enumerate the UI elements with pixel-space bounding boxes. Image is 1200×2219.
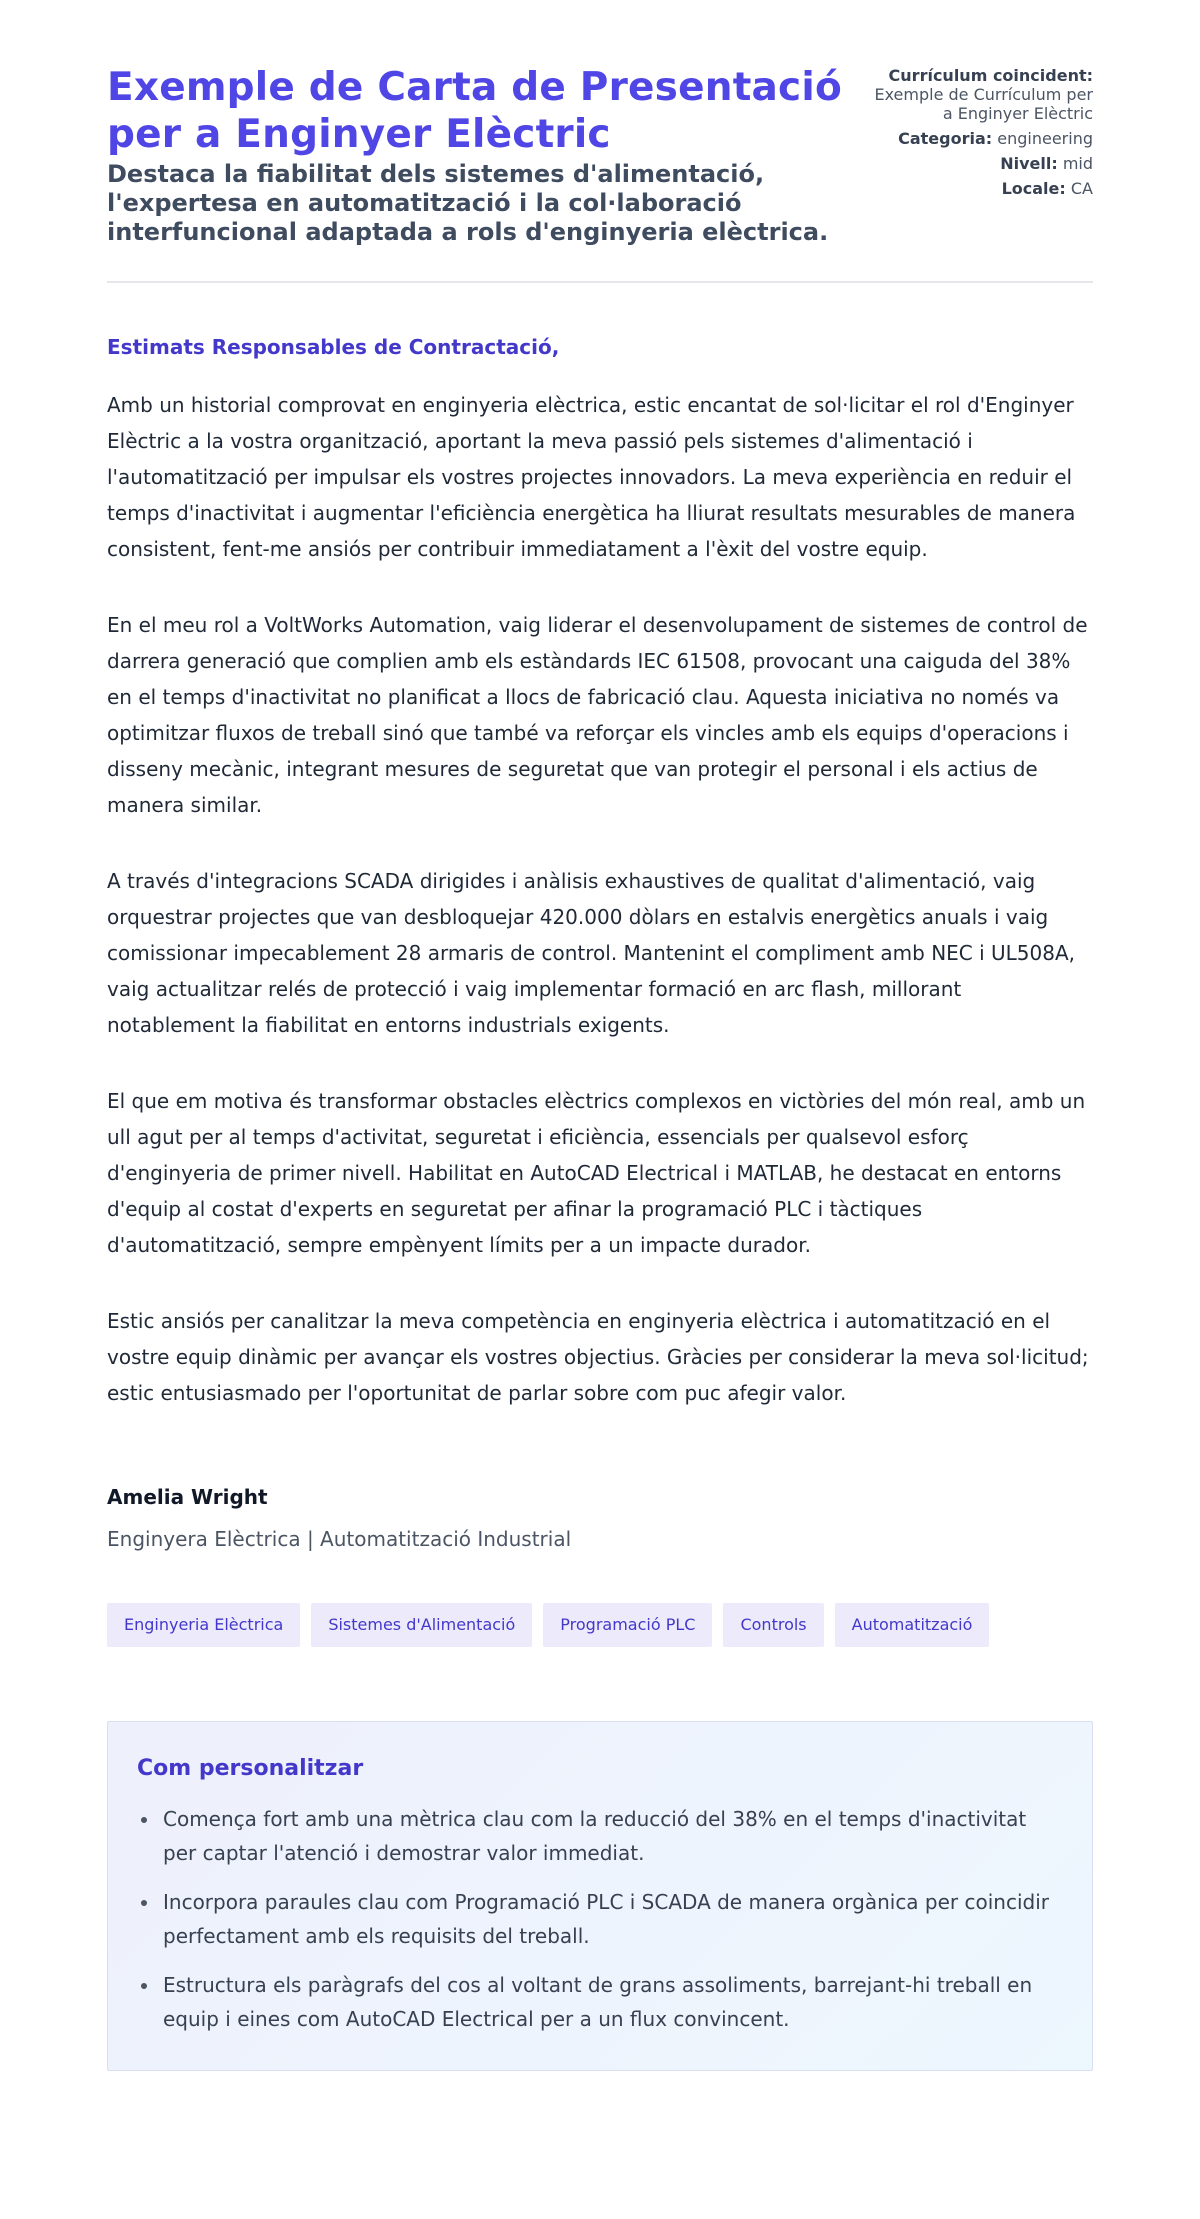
signature-role: Enginyera Elèctrica | Automatització Industrial — [107, 1527, 572, 1551]
meta-level — [863, 154, 1093, 173]
tag-controls: Controls — [723, 1603, 823, 1647]
tip-text: Incorpora paraules clau com Programació PLC i SCADA de manera orgànica per coincidir perfectament amb els requisits del treball. — [163, 1890, 1049, 1948]
tips-title: Com personalitzar — [137, 1756, 364, 1781]
metadata-panel — [863, 66, 1093, 204]
tips-list — [137, 1802, 1063, 2036]
tip-item — [163, 1968, 1063, 2036]
bullet-icon — [141, 1817, 147, 1823]
paragraph-1: Amb un historial comprovat en enginyeria elèctrica, estic encantat de sol·licitar el rol d'Enginyer Elèctric a la vostra organització, aportant la meva passió pels sistemes d'alimentació i l'automatització per impulsar els vostres projectes innovadors. La meva experiència en reduir el temps d'inactivitat i augmentar l'eficiència energètica ha lliurat resultats mesurables de manera consistent, fent-me ansiós per contribuir immediatament a l'èxit del vostre equip. — [107, 393, 1076, 561]
tip-item — [163, 1802, 1063, 1870]
tag-electrical-engineering: Enginyeria Elèctrica — [107, 1603, 300, 1647]
meta-category — [863, 129, 1093, 148]
meta-matching-resume — [863, 66, 1093, 123]
tag-power-systems: Sistemes d'Alimentació — [311, 1603, 532, 1647]
meta-label: Categoria: — [898, 129, 993, 148]
tag-automation: Automatització — [835, 1603, 990, 1647]
bullet-icon — [141, 1900, 147, 1906]
page-title: Exemple de Carta de Presentació per a Enginyer Elèctric — [107, 65, 842, 157]
customization-tips-box — [107, 1721, 1093, 2071]
tag-list — [107, 1603, 1093, 1647]
paragraph-5: Estic ansiós per canalitzar la meva competència en enginyeria elèctrica i automatització en el vostre equip dinàmic per avançar els vostres objectius. Gràcies per considerar la meva sol·licitud; estic entusiasmado per l'oportunitat de parlar sobre com puc afegir valor. — [107, 1309, 1089, 1405]
meta-label: Nivell: — [1000, 154, 1058, 173]
bullet-icon — [141, 1983, 147, 1989]
tip-text: Estructura els paràgrafs del cos al voltant de grans assoliments, barrejant-hi treball en equip i eines com AutoCAD Electrical per a un flux convincent. — [163, 1973, 1033, 2031]
meta-value: mid — [1062, 154, 1093, 173]
signature — [107, 1485, 1093, 1551]
meta-label: Currículum coincident: — [888, 66, 1093, 85]
meta-locale — [863, 179, 1093, 198]
paragraph-2: En el meu rol a VoltWorks Automation, vaig liderar el desenvolupament de sistemes de control de darrera generació que complien amb els estàndards IEC 61508, provocant una caiguda del 38% en el temps d'inactivitat no planificat a llocs de fabricació clau. Aquesta iniciativa no només va optimitzar fluxos de treball sinó que també va reforçar els vincles amb els equips d'operacions i disseny mecànic, integrant mesures de seguretat que van protegir el personal i els actius de manera similar. — [107, 613, 1088, 817]
tag-plc-programming: Programació PLC — [543, 1603, 712, 1647]
page-header — [107, 64, 1093, 283]
paragraph-4: El que em motiva és transformar obstacles elèctrics complexos en victòries del món real, amb un ull agut per al temps d'activitat, seguretat i eficiència, essencials per qualsevol esforç d'enginyeria de primer nivell. Habilitat en AutoCAD Electrical i MATLAB, he destacat en entorns d'equip al costat d'experts en seguretat per afinar la programació PLC i tàctiques d'automatització, sempre empènyent límits per a un impacte durador. — [107, 1089, 1086, 1257]
meta-value: CA — [1070, 179, 1093, 198]
meta-label: Locale: — [1001, 179, 1066, 198]
meta-value: engineering — [997, 129, 1093, 148]
signature-name: Amelia Wright — [107, 1485, 268, 1509]
letter-body — [107, 335, 1093, 1551]
page-subtitle: Destaca la fiabilitat dels sistemes d'alimentació, l'expertesa en automatització i la col·laboració interfuncional adaptada a rols d'enginyeria elèctrica. — [107, 160, 829, 246]
tip-text: Comença fort amb una mètrica clau com la reducció del 38% en el temps d'inactivitat per captar l'atenció i demostrar valor immediat. — [163, 1807, 1027, 1865]
meta-value: Exemple de Currículum per a Enginyer Elèctric — [874, 85, 1093, 123]
tip-item — [163, 1885, 1063, 1953]
header-titles — [107, 64, 847, 247]
paragraph-3: A través d'integracions SCADA dirigides i anàlisis exhaustives de qualitat d'alimentació, vaig orquestrar projectes que van desbloquejar 420.000 dòlars en estalvis energètics anuals i vaig comissionar impecablement 28 armaris de control. Mantenint el compliment amb NEC i UL508A, vaig actualitzar relés de protecció i vaig implementar formació en arc flash, millorant notablement la fiabilitat en entorns industrials exigents. — [107, 869, 1076, 1037]
salutation: Estimats Responsables de Contractació, — [107, 335, 560, 359]
